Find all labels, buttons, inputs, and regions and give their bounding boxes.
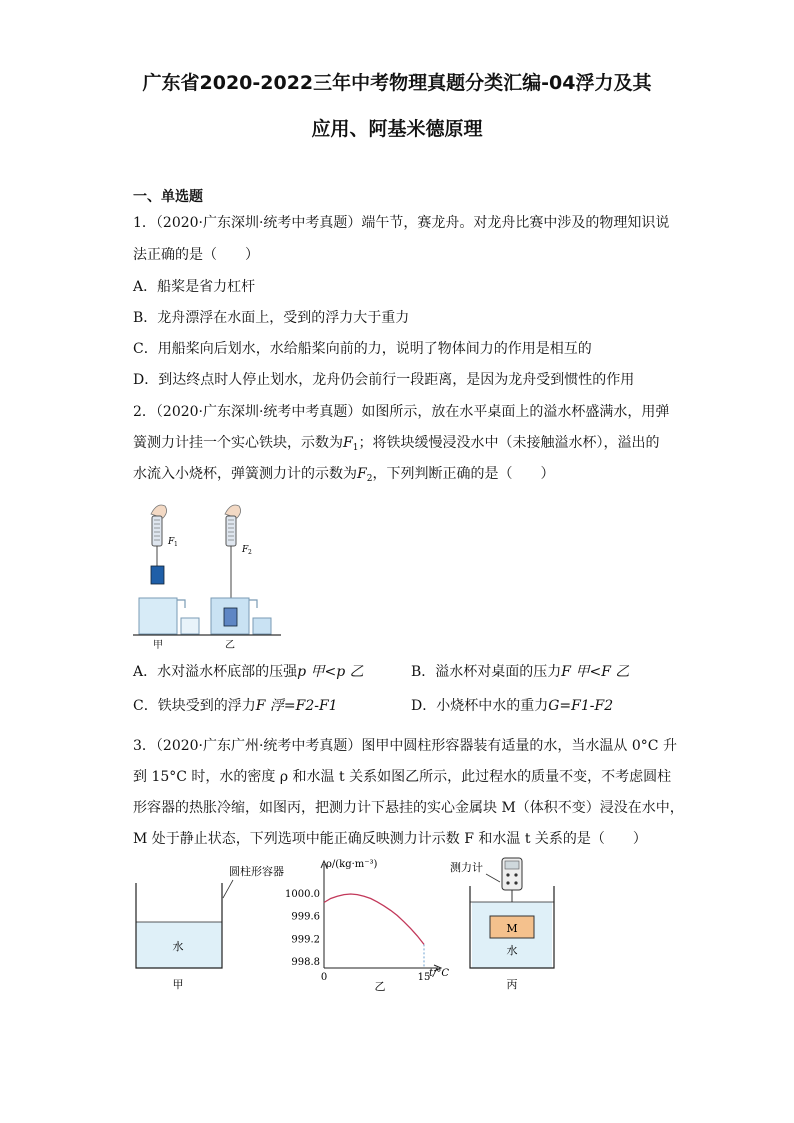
q2-stem-line2-b: ；将铁块缓慢浸没水中（未接触溢水杯），溢出的	[358, 435, 660, 451]
q2-f2-symbol: F	[357, 466, 367, 482]
q2-option-c-expr: F 浮=F2-F1	[255, 698, 338, 714]
q2-f2-sub: 2	[366, 474, 373, 484]
q2-option-b-text: B．溢水杯对桌面的压力	[411, 664, 562, 680]
q3-figure-bing	[450, 852, 570, 994]
fig-f2-sub: 2	[248, 549, 252, 556]
spring-scale-1	[152, 516, 162, 546]
q2-option-b	[411, 661, 629, 681]
q2-figure	[133, 500, 283, 652]
q2-option-b-expr: F 甲<F 乙	[561, 664, 630, 680]
q3-stem-line3: 形容器的热胀冷缩，如图丙，把测力计下悬挂的实心金属块 M（体积不变）浸没在水中，	[133, 800, 684, 816]
fig-water2-label: 水	[506, 944, 518, 957]
y-axis-label: ρ/(kg·m⁻³)	[326, 859, 378, 870]
q2-option-c	[133, 695, 338, 715]
q3-stem-line4: M 处于静止状态，下列选项中能正确反映测力计示数 F 和水温 t 关系的是（ ）	[133, 831, 647, 847]
doc-title-line2: 应用、阿基米德原理	[311, 118, 483, 140]
q2-stem-line2	[133, 432, 659, 453]
fig-label-jia: 甲	[172, 978, 184, 991]
q2-f1-sub: 1	[352, 443, 359, 453]
fig-f1-sub: 1	[174, 541, 178, 548]
x-tick-label: 15	[417, 972, 431, 983]
section-heading: 一、单选题	[133, 189, 203, 205]
q2-stem-line2-a: 簧测力计挂一个实心铁块，示数为	[133, 435, 343, 451]
q2-option-d	[411, 695, 613, 715]
y-tick-label: 1000.0	[285, 889, 320, 900]
x-axis-label: t/°C	[429, 968, 450, 979]
q1-stem-line2: 法正确的是（ ）	[133, 247, 259, 263]
fig-cylinder-label: 圆柱形容器	[229, 865, 284, 878]
small-beaker-jia	[181, 618, 199, 634]
q2-stem-line3	[133, 463, 554, 484]
q2-stem-line1: 2．（2020·广东深圳·统考中考真题）如图所示，放在水平桌面上的溢水杯盛满水，用弹	[133, 404, 670, 420]
fig-m-label: M	[506, 922, 518, 935]
iron-block-1	[151, 566, 164, 584]
doc-title-line1: 广东省2020-2022三年中考物理真题分类汇编-04浮力及其	[142, 72, 652, 94]
q3-stem-line1: 3．（2020·广东广州·统考中考真题）图甲中圆柱形容器装有适量的水，当水温从 0°C 升	[133, 738, 677, 754]
q1-option-a: A．船桨是省力杠杆	[133, 279, 256, 295]
q1-option-c: C．用船桨向后划水，水给船桨向前的力，说明了物体间力的作用是相互的	[133, 341, 592, 357]
iron-block-2	[224, 608, 237, 626]
small-beaker-yi	[253, 618, 271, 634]
q2-option-a-text: A．水对溢水杯底部的压强	[133, 664, 298, 680]
q1-option-b: B．龙舟漂浮在水面上，受到的浮力大于重力	[133, 310, 410, 326]
density-chart	[280, 852, 460, 992]
overflow-cup-jia	[139, 598, 177, 634]
q1-stem-line1: 1．（2020·广东深圳·统考中考真题）端午节，赛龙舟。对龙舟比赛中涉及的物理知识说	[133, 215, 670, 231]
fig-water-label: 水	[172, 940, 184, 953]
q2-option-d-text: D．小烧杯中水的重力	[411, 698, 549, 714]
q2-stem-line3-b: ，下列判断正确的是（ ）	[372, 466, 555, 482]
q2-option-a	[133, 661, 364, 681]
q2-option-c-text: C．铁块受到的浮力	[133, 698, 256, 714]
q3-stem-line2: 到 15°C 时，水的密度 ρ 和水温 t 关系如图乙所示，此过程水的质量不变，不考虑圆柱	[133, 769, 672, 785]
y-tick-label: 999.2	[291, 934, 320, 946]
q2-option-d-expr: G=F1-F2	[548, 698, 614, 714]
q1-option-d: D．到达终点时人停止划水，龙舟仍会前行一段距离，是因为龙舟受到惯性的作用	[133, 372, 635, 388]
q2-stem-line3-a: 水流入小烧杯，弹簧测力计的示数为	[133, 466, 357, 482]
fig-label-yi: 乙	[374, 980, 386, 993]
q2-f1-symbol: F	[343, 435, 353, 451]
fig-meter-label: 测力计	[450, 861, 483, 874]
x-tick-label: 0	[320, 972, 328, 983]
density-curve	[324, 894, 424, 944]
fig-label-bing: 丙	[506, 978, 518, 991]
y-tick-label: 998.8	[291, 957, 320, 968]
meter-display	[505, 861, 519, 869]
q3-figure-jia	[133, 858, 303, 993]
fig-label-jia: 甲	[153, 640, 163, 651]
y-tick-label: 999.6	[291, 911, 320, 923]
spring-scale-2	[226, 516, 236, 546]
q2-option-a-expr: p 甲<p 乙	[297, 664, 364, 680]
fig-f1-label: F	[168, 537, 175, 547]
fig-f2-label: F	[242, 545, 249, 555]
fig-label-yi: 乙	[225, 640, 235, 651]
